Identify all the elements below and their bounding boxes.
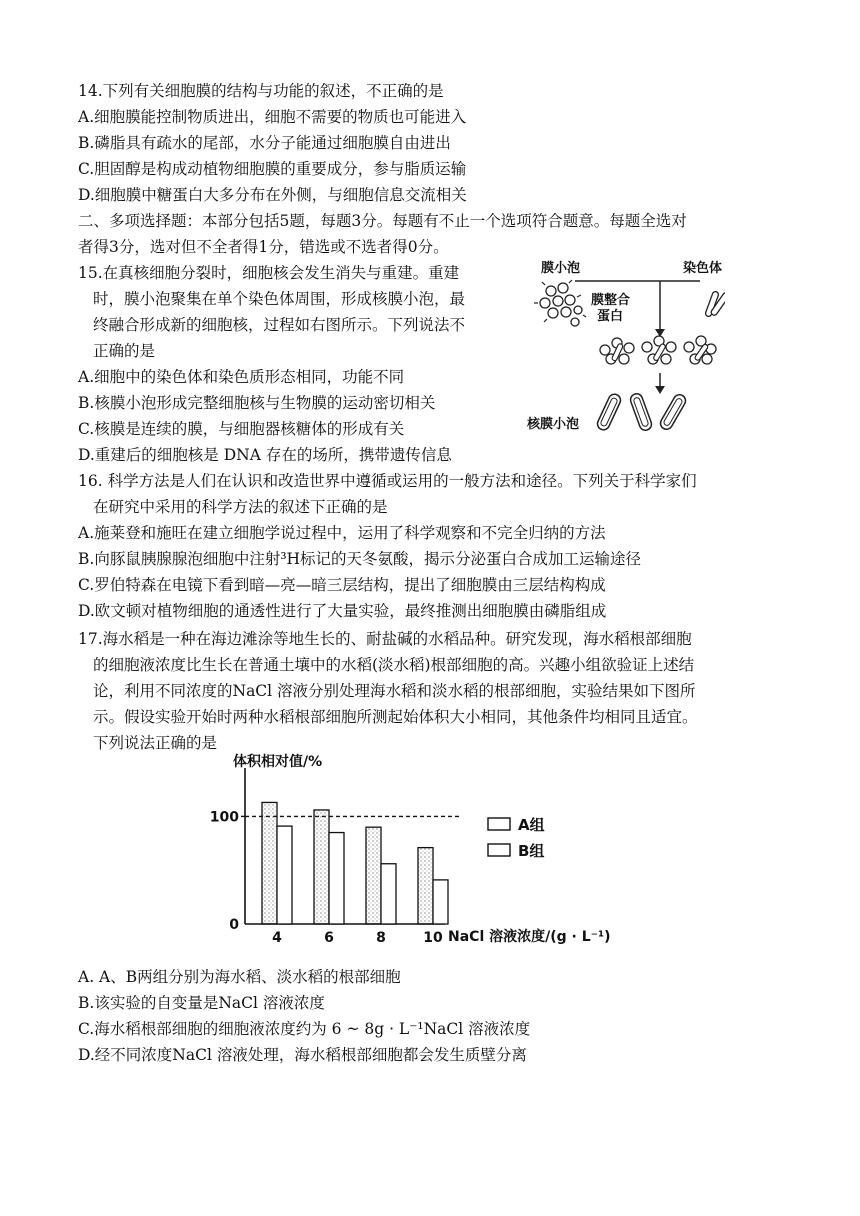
q15-stem-line2: 时，膜小泡聚集在单个染色体周围，形成核膜小泡，最 — [93, 290, 466, 308]
y-tick-label: 100 — [209, 809, 239, 826]
x-tick-label: 8 — [376, 930, 386, 946]
nuclear-vesicle-label: 核膜小泡 — [527, 417, 580, 432]
bar-group-b — [381, 864, 396, 924]
q17-option-d: D.经不同浓度NaCl 溶液处理，海水稻根部细胞都会发生质壁分离 — [78, 1046, 527, 1064]
section2-instructions-line1: 二、多项选择题：本部分包括5题，每题3分。每题有不止一个选项符合题意。每题全选对 — [78, 212, 687, 230]
q17-stem-line4: 示。假设实验开始时两种水稻根部细胞所测起始体积大小相同，其他条件均相同且适宜。 — [93, 708, 698, 726]
y-axis-title: 体积相对值/% — [233, 754, 323, 770]
q16-option-d: D.欧文顿对植物细胞的通透性进行了大量实验，最终推测出细胞膜由磷脂组成 — [78, 602, 607, 620]
legend-swatch-b — [488, 844, 510, 856]
q14-option-d: D.细胞膜中糖蛋白大多分布在外侧，与细胞信息交流相关 — [78, 186, 467, 204]
bar-group-b — [277, 826, 292, 924]
x-axis-title: NaCl 溶液浓度/(g · L⁻¹) — [448, 929, 611, 945]
x-tick-label: 4 — [272, 930, 282, 946]
bar-group-a — [314, 810, 329, 924]
q16-stem-line2: 在研究中采用的科学方法的叙述下正确的是 — [93, 498, 388, 516]
q15-option-c: C.核膜是连续的膜，与细胞器核糖体的形成有关 — [78, 420, 405, 438]
legend-label-b: B组 — [518, 842, 545, 860]
q17-stem-line5: 下列说法正确的是 — [93, 734, 218, 752]
bar-group-a — [262, 802, 277, 924]
bar-group-b — [329, 833, 344, 924]
chromosome-label: 染色体 — [683, 261, 723, 276]
nacl-volume-chart — [200, 752, 660, 957]
q15-option-d: D.重建后的细胞核是 DNA 存在的场所，携带遗传信息 — [78, 446, 452, 464]
x-tick-label: 6 — [324, 930, 334, 946]
q15-option-a: A.细胞中的染色体和染色质形态相同，功能不同 — [78, 368, 405, 386]
legend-label-a: A组 — [518, 816, 545, 834]
bar-group-a — [366, 827, 381, 924]
q14-option-a: A.细胞膜能控制物质进出，细胞不需要的物质也可能进入 — [78, 108, 467, 126]
q15-stem-line3: 终融合形成新的细胞核，过程如右图所示。下列说法不 — [93, 316, 466, 334]
vesicle-label: 膜小泡 — [541, 261, 581, 276]
q16-stem-line1: 16. 科学方法是人们在认识和改造世界中遵循或运用的一般方法和途径。下列关于科学家们 — [78, 472, 697, 490]
nuclear-reassembly-figure — [525, 255, 725, 445]
q15-stem-line1: 15.在真核细胞分裂时，细胞核会发生消失与重建。重建 — [78, 264, 460, 282]
q15-stem-line4: 正确的是 — [93, 342, 156, 360]
bar-group-a — [418, 848, 433, 924]
q14-option-c: C.胆固醇是构成动植物细胞膜的重要成分，参与脂质运输 — [78, 160, 467, 178]
q17-option-c: C.海水稻根部细胞的细胞液浓度约为 6 ~ 8g · L⁻¹NaCl 溶液浓度 — [78, 1020, 531, 1038]
x-tick-label: 10 — [423, 930, 443, 946]
q14-option-b: B.磷脂具有疏水的尾部，水分子能通过细胞膜自由进出 — [78, 134, 451, 152]
q14-stem: 14.下列有关细胞膜的结构与功能的叙述，不正确的是 — [78, 82, 444, 100]
q17-stem-line2: 的细胞液浓度比生长在普通土壤中的水稻(淡水稻)根部细胞的高。兴趣小组欲验证上述结 — [93, 656, 695, 674]
q17-option-a: A. A、B两组分别为海水稻、淡水稻的根部细胞 — [78, 968, 401, 986]
bar-group-b — [433, 880, 448, 924]
section2-instructions-line2: 者得3分，选对但不全者得1分，错选或不选者得0分。 — [78, 238, 449, 256]
q16-option-b: B.向豚鼠胰腺腺泡细胞中注射³H标记的天冬氨酸，揭示分泌蛋白合成加工运输途径 — [78, 550, 642, 568]
q17-stem-line1: 17.海水稻是一种在海边滩涂等地生长的、耐盐碱的水稻品种。研究发现，海水稻根部细胞 — [78, 630, 692, 648]
chart-svg — [200, 752, 660, 957]
legend-swatch-a — [488, 818, 510, 830]
q16-option-a: A.施莱登和施旺在建立细胞学说过程中，运用了科学观察和不完全归纳的方法 — [78, 524, 606, 542]
membrane-protein-label-line1: 膜整合 — [591, 293, 631, 308]
q15-option-b: B.核膜小泡形成完整细胞核与生物膜的运动密切相关 — [78, 394, 436, 412]
q16-option-c: C.罗伯特森在电镜下看到暗—亮—暗三层结构，提出了细胞膜由三层结构构成 — [78, 576, 606, 594]
y-tick-label: 0 — [229, 917, 239, 933]
membrane-protein-label-line2: 蛋白 — [597, 309, 624, 324]
q17-option-b: B.该实验的自变量是NaCl 溶液浓度 — [78, 994, 325, 1012]
q17-stem-line3: 论，利用不同浓度的NaCl 溶液分别处理海水稻和淡水稻的根部细胞，实验结果如下图所 — [93, 682, 696, 700]
